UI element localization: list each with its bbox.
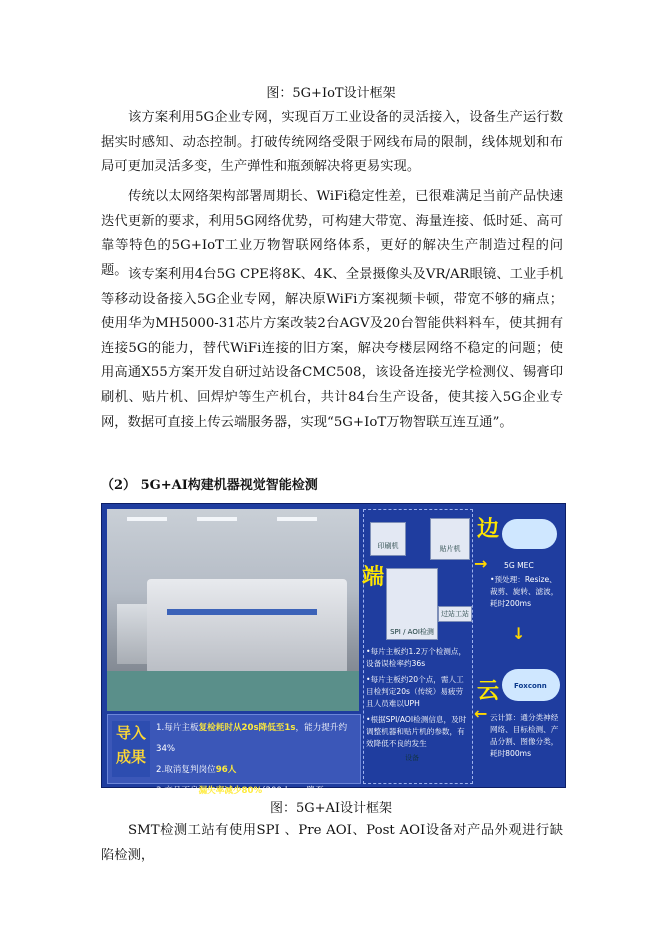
import-line-3: 3.产品不良漏失率减少80%(200dppm降至40dppm) [156,786,324,817]
station-node: 过站工站 [438,606,472,622]
paragraph-2: 传统以太网络架构部署周期长、WiFi稳定性差，已很难满足当前产品快速迭代更新的要求，利用5G网络优势，可构建大带宽、海量连接、低时延、高可靠等特色的5G+IoT工业万物智联网络体系，更好的解决生产制造过程的问题。 [101,189,563,278]
import-line-1: 1.每片主板复检耗时从20s降低至1s，能力提升约34% [156,723,348,754]
edge-char: 边 [477,517,500,542]
figure-caption-iot: 图：5G+IoT设计框架 [266,86,396,101]
edge-title: 5G MEC [504,561,534,570]
cloud-notes: 云计算：通分类神经网络、目标检测、产品分割、图像分类，耗时800ms [490,713,559,758]
edge-cloud-icon [502,519,557,549]
edge-notes: •预处理：Resize、裁剪、旋转、滤波，耗时200ms [490,575,559,608]
end-notes: •每片主板约1.2万个检测点，设备误检率约36s •每片主板约20个点，需人工目检判定20s（传统）易疲劳且人员难以UPH •根据SPI/AOI检测信息，及时调整机器和贴片机的参数，有效降低不良的发生 [366,647,467,748]
printer-node: 印刷机 [370,522,406,556]
paragraph-1: 该方案利用5G企业专网，实现百万工业设备的灵活接入，设备生产运行数据实时感知、动态控制。打破传统网络受限于网线布局的限制，线体规划和布局可更加灵活多变，生产弹性和瓶颈解决将更易实现。 [101,110,563,175]
factory-photo [107,509,359,711]
figure-caption-ai: 图：5G+AI设计框架 [269,801,393,816]
arrow-left-icon: ← [474,704,488,723]
foxconn-label: Foxconn [514,682,547,690]
closing-line: SMT检测工站有使用SPI 、Pre AOI、Post AOI设备对产品外观进行缺陷检测， [101,823,563,863]
section-heading: （2） 5G+AI构建机器视觉智能检测 [101,478,318,493]
end-panel [363,509,473,784]
import-results-label: 导入成果 [112,721,150,777]
import-line-2: 2.取消复判岗位96人 [156,765,237,775]
arrow-down-icon: ↓ [512,624,526,643]
spi-aoi-node: SPI / AOI检测设备 [386,568,438,640]
placement-node: 贴片机 [430,518,470,560]
cloud-char: 云 [477,679,500,704]
arrow-right-icon: → [474,554,488,573]
paragraph-3: 该专案利用4台5G CPE将8K、4K、全景摄像头及VR/AR眼镜、工业手机等移动设备接入5G企业专网，解决原WiFi方案视频卡顿，带宽不够的痛点；使用华为MH5000-31芯片方案改装2台AGV及20台智能供料料车，使其拥有连接5G的能力，替代WiFi连接的旧方案，解决夸楼层网络不稳定的问题；使用高通X55方案开发自研过站设备CMC508，该设备连接光学检测仪、锡膏印刷机、贴片机、回焊炉等生产机台，共计84台生产设备，使其接入5G企业专网，数据可直接上传云端服务器，实现“5G+IoT万物智联互连互通”。 [101,267,563,430]
end-char: 端 [362,565,385,590]
